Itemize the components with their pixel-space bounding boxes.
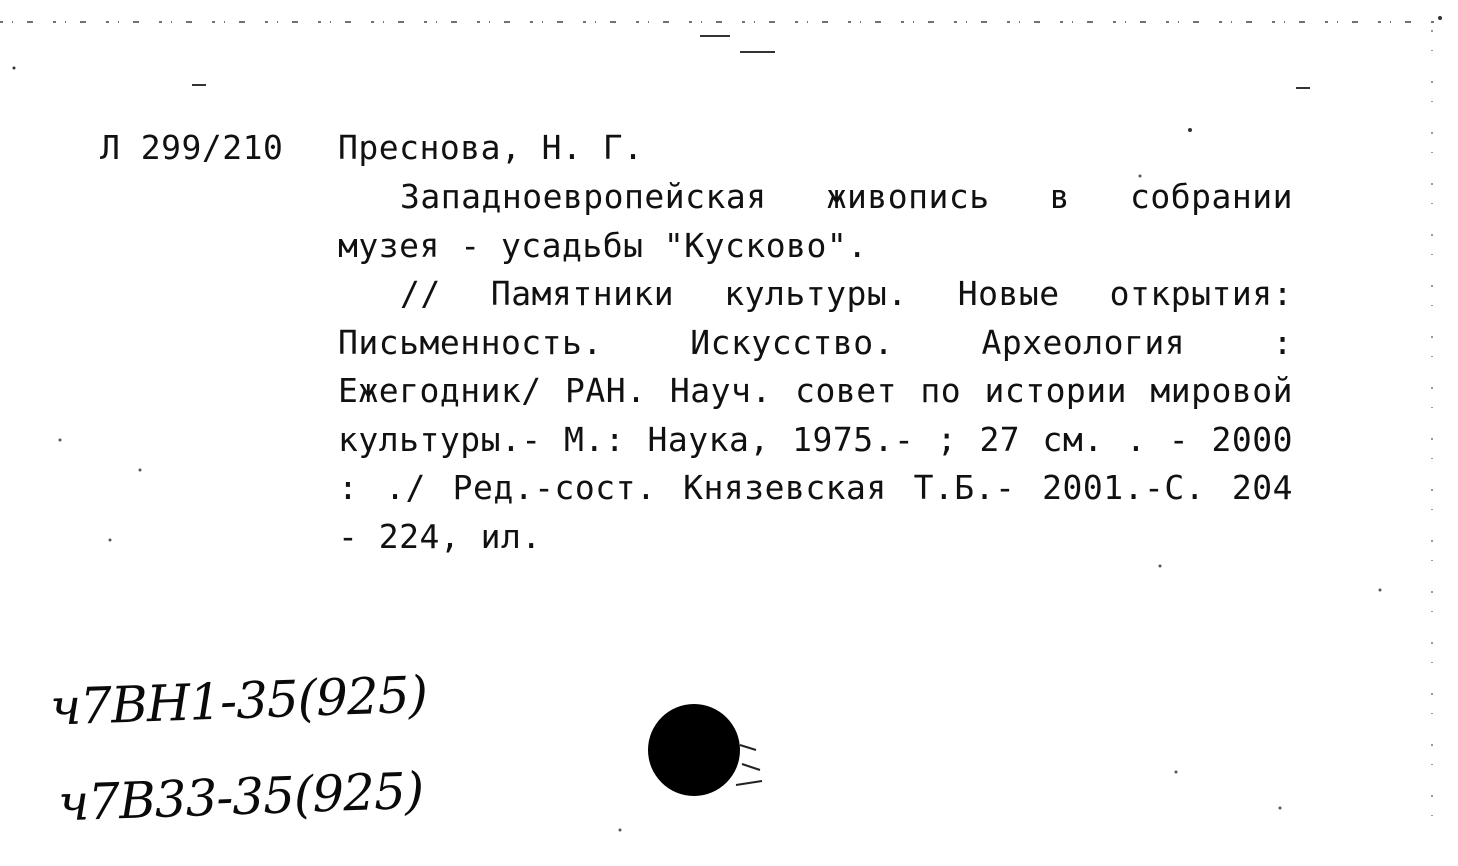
- bibliographic-description: [338, 173, 1293, 561]
- call-number: Л 299/210: [100, 128, 284, 167]
- work-title: Западноевропейская живопись в собрании музея - усадьбы "Кусково".: [338, 177, 1293, 265]
- handwritten-classification-2: ч7В33-35(925): [57, 761, 425, 833]
- author-name: Преснова, Н. Г.: [338, 128, 644, 167]
- source-details: // Памятники культуры. Новые открытия: Письменность. Искусство. Археология : Ежегодник/ РАН. Науч. совет по истории мировой культуры.- М.: Наука, 1975.- ; 27 см. . - 2000 : ./ Ред.-сост. Князевская Т.Б.- 2001.-С. 204 - 224, ил.: [338, 274, 1293, 556]
- handwritten-classification-1: ч7ВН1-35(925): [49, 665, 428, 737]
- punch-hole: [648, 704, 740, 796]
